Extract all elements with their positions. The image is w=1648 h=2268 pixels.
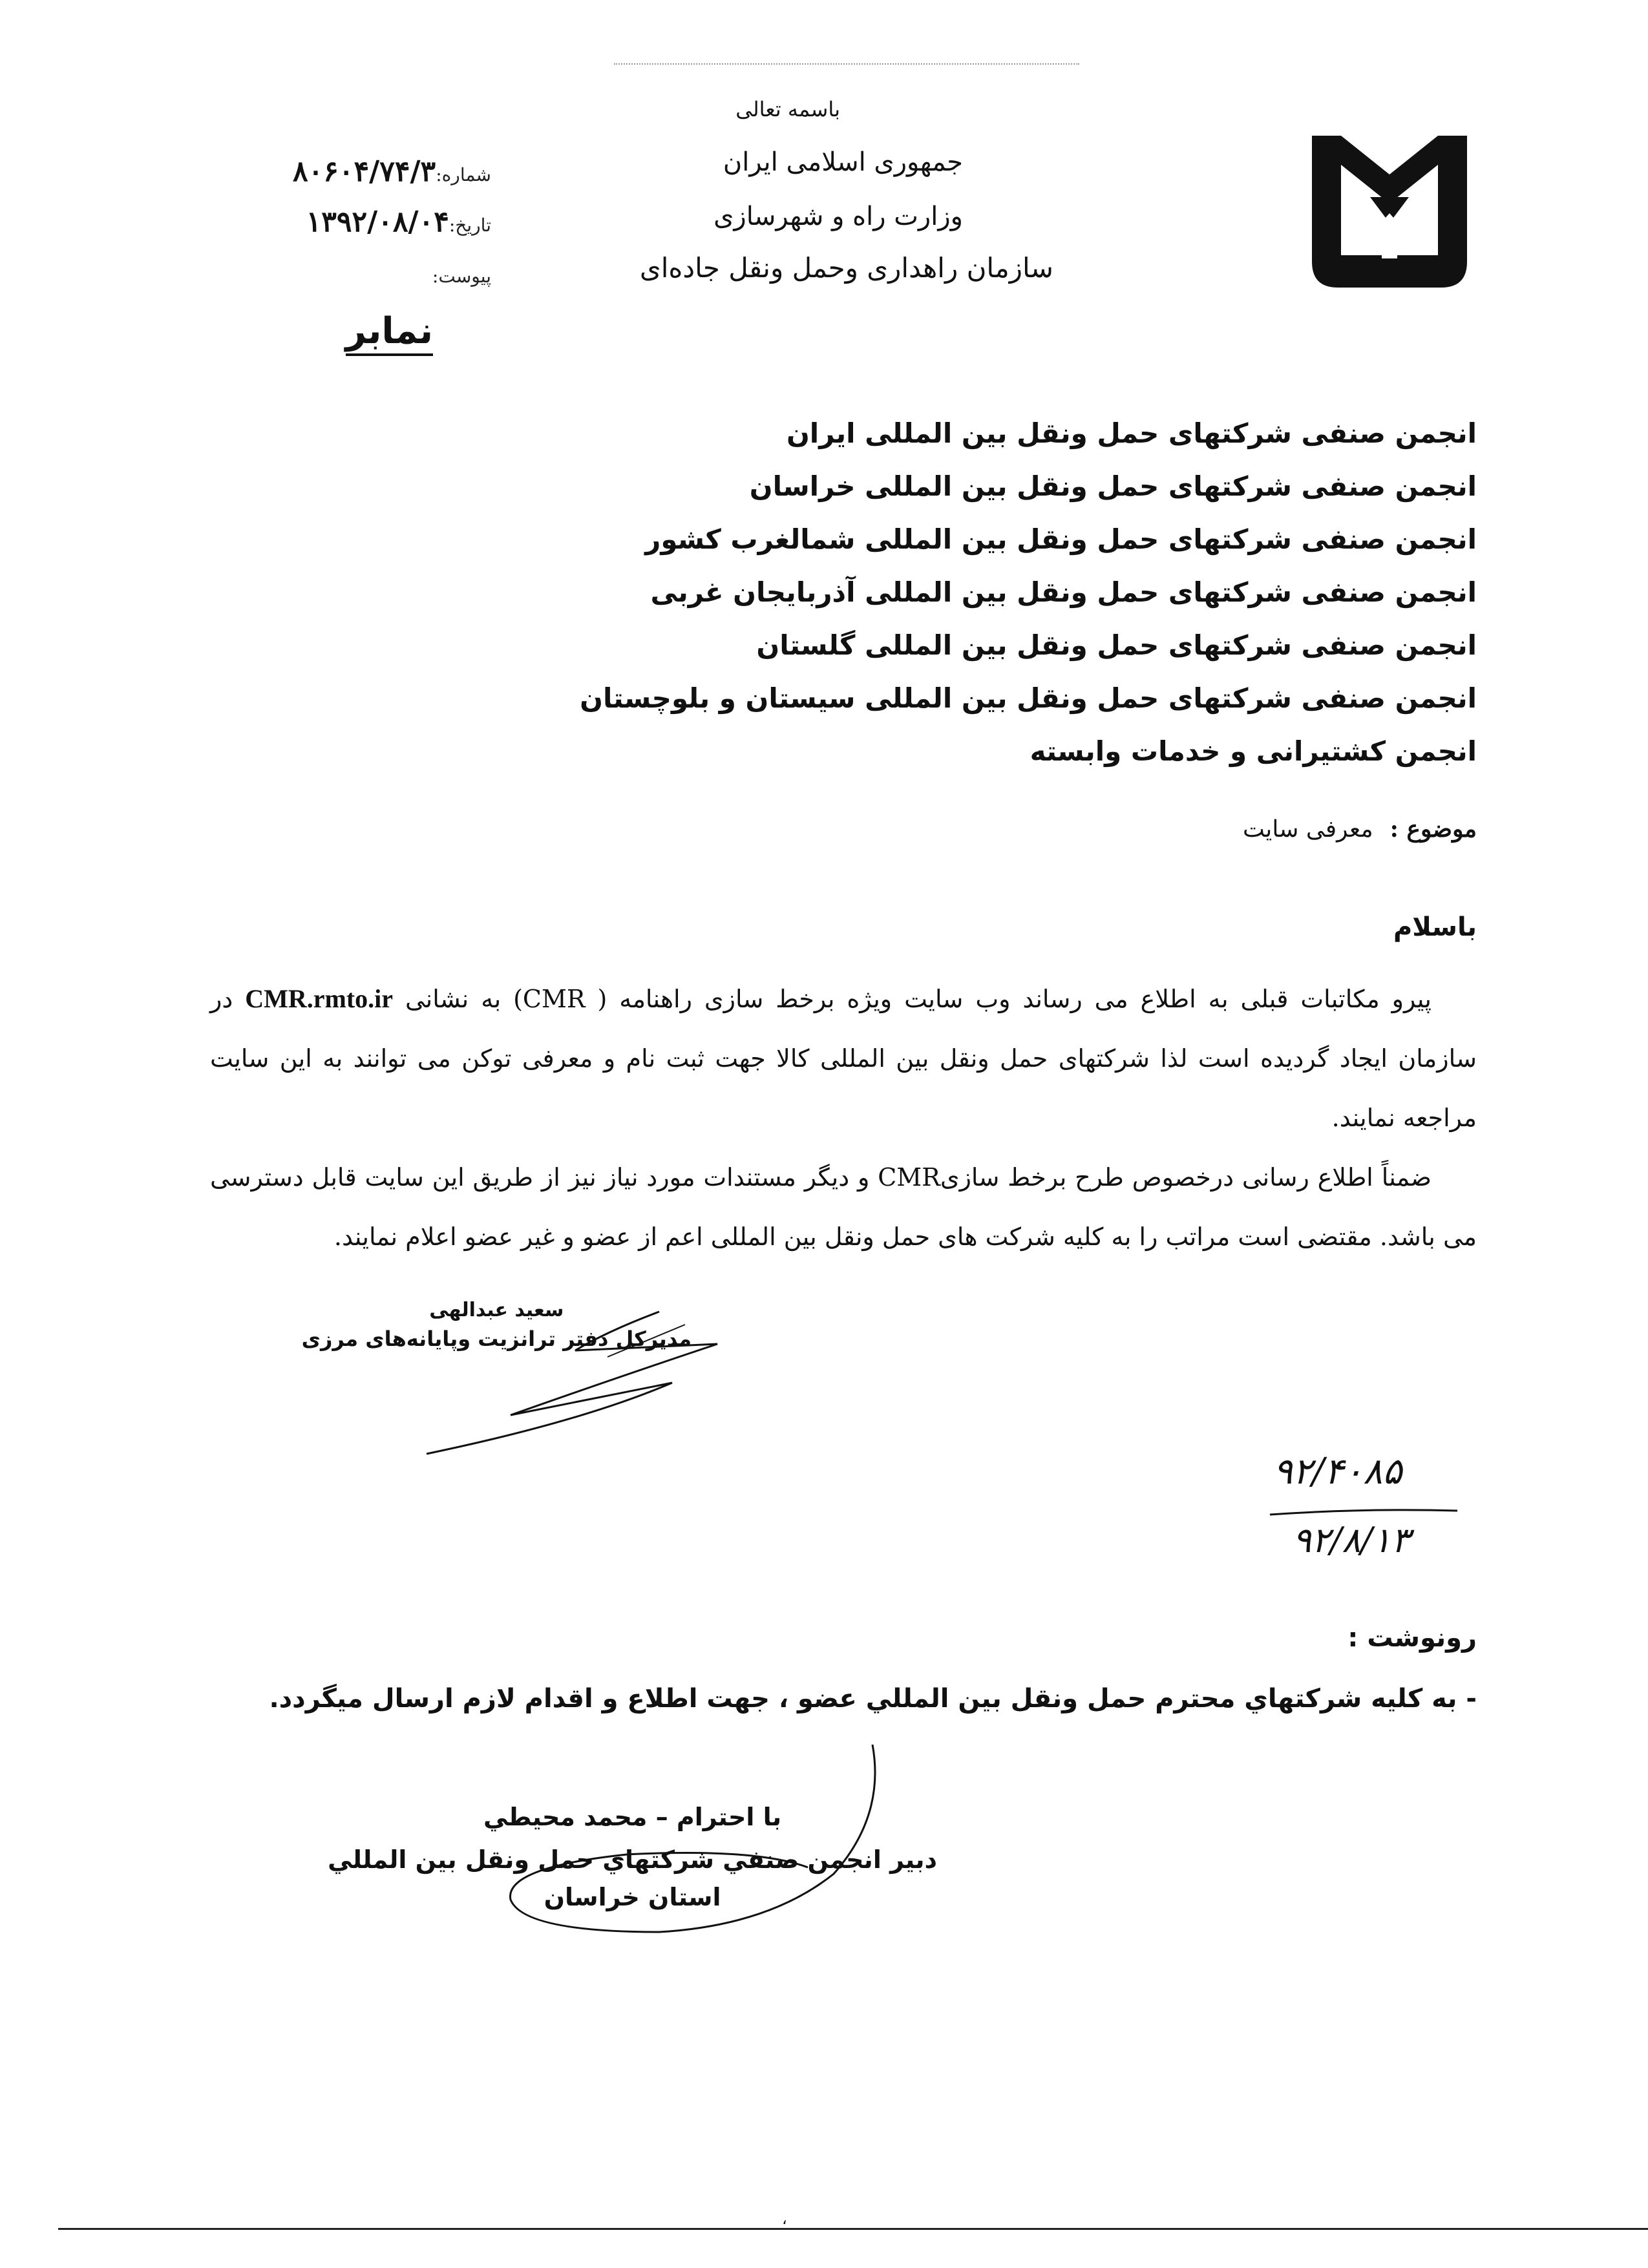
secretary-name: با احترام – محمد محیطي: [483, 1803, 782, 1831]
subject-label: موضوع :: [1389, 815, 1477, 843]
fax-label: نمابر: [346, 310, 433, 356]
recipient-item: انجمن صنفی شرکتهای حمل ونقل بین المللی ایران: [786, 417, 1477, 449]
secretary-title: دبیر انجمن صنفي شرکتهاي حمل ونقل بین المللي: [328, 1845, 937, 1874]
signature-loop-icon: [498, 1738, 898, 1958]
website-url: CMR.rmto.ir: [245, 984, 394, 1013]
subject-value: معرفی سایت: [1242, 816, 1373, 843]
attachment-label: پیوست:: [432, 266, 491, 287]
body-paragraph-2: ضمناً اطلاع رسانی درخصوص طرح برخط سازیCMR و دیگر مستندات مورد نیاز نیز از طریق این سایت قابل دسترسی می باشد. مقتضی است مراتب را به کلیه شرکت های حمل ونقل بین المللی اعم از عضو و غیر عضو اعلام نمایند.: [210, 1163, 1477, 1251]
subject-line: [1243, 815, 1477, 843]
recipients-list: [572, 407, 1477, 778]
copies-note: - به کلیه شرکتهاي محترم حمل ونقل بین المللي عضو ، جهت اطلاع و اقدام لازم ارسال میگردد.: [269, 1684, 1477, 1714]
recipient-item: انجمن کشتیرانی و خدمات وابسته: [1030, 735, 1477, 767]
signer-name: سعید عبدالهی: [429, 1299, 564, 1321]
recipient-item: انجمن صنفی شرکتهای حمل ونقل بین المللی سیستان و بلوچستان: [580, 682, 1477, 714]
signature-scribble-icon: [414, 1305, 750, 1460]
handwritten-divider-icon: [1267, 1506, 1461, 1518]
handwritten-reg-date: ۹۲/۸/۱۳: [1293, 1520, 1410, 1560]
number-label: شماره:: [436, 164, 491, 185]
secretary-province: استان خراسان: [544, 1883, 721, 1911]
recipient-item: انجمن صنفی شرکتهای حمل ونقل بین المللی خراسان: [749, 470, 1477, 502]
recipient-item: انجمن صنفی شرکتهای حمل ونقل بین المللی گلستان: [756, 629, 1477, 661]
handwritten-reg-number: ۹۲/۴۰۸۵: [1273, 1451, 1402, 1493]
number-value: ۸۰۶۰۴/۷۴/۳: [292, 155, 436, 188]
bottom-rule: [58, 2228, 1648, 2230]
letter-attachment: [432, 260, 491, 288]
date-value: ۱۳۹۲/۰۸/۰۴: [306, 205, 449, 238]
country-name: جمهوری اسلامی ایران: [723, 147, 963, 177]
greeting: باسلام: [1393, 912, 1477, 942]
signer-title: مدیرکل دفتر ترانزیت وپایانه‌های مرزی: [301, 1327, 692, 1351]
letter-number: [293, 155, 491, 188]
footer-mark: ،: [782, 2210, 787, 2228]
top-dotted-rule: [614, 63, 1079, 65]
body-p1-part2: در سازمان ایجاد گردیده است لذا شرکتهای حمل ونقل بین المللی کالا جهت ثبت نام و معرفی توکن می توانند به این سایت مراجعه نمایند.: [210, 985, 1477, 1132]
letter-body: [210, 969, 1477, 1266]
ministry-logo-icon: [1299, 126, 1480, 297]
recipient-item: انجمن صنفی شرکتهای حمل ونقل بین المللی آذربایجان غربی: [650, 576, 1477, 608]
body-p1-part1: پیرو مکاتبات قبلی به اطلاع می رساند وب سایت ویژه برخط سازی راهنامه ( CMR) به نشانی: [405, 985, 1431, 1013]
recipient-item: انجمن صنفی شرکتهای حمل ونقل بین المللی شمالغرب کشور: [645, 523, 1477, 555]
copies-label: رونوشت :: [1347, 1623, 1477, 1653]
organization-name: سازمان راهداری وحمل ونقل جاده‌ای: [639, 252, 1053, 284]
basmala: باسمه تعالی: [735, 97, 840, 121]
ministry-name: وزارت راه و شهرسازی: [713, 202, 963, 231]
body-paragraph-1: [210, 969, 1477, 1148]
date-label: تاریخ:: [449, 215, 491, 236]
letter-date: [306, 205, 491, 238]
